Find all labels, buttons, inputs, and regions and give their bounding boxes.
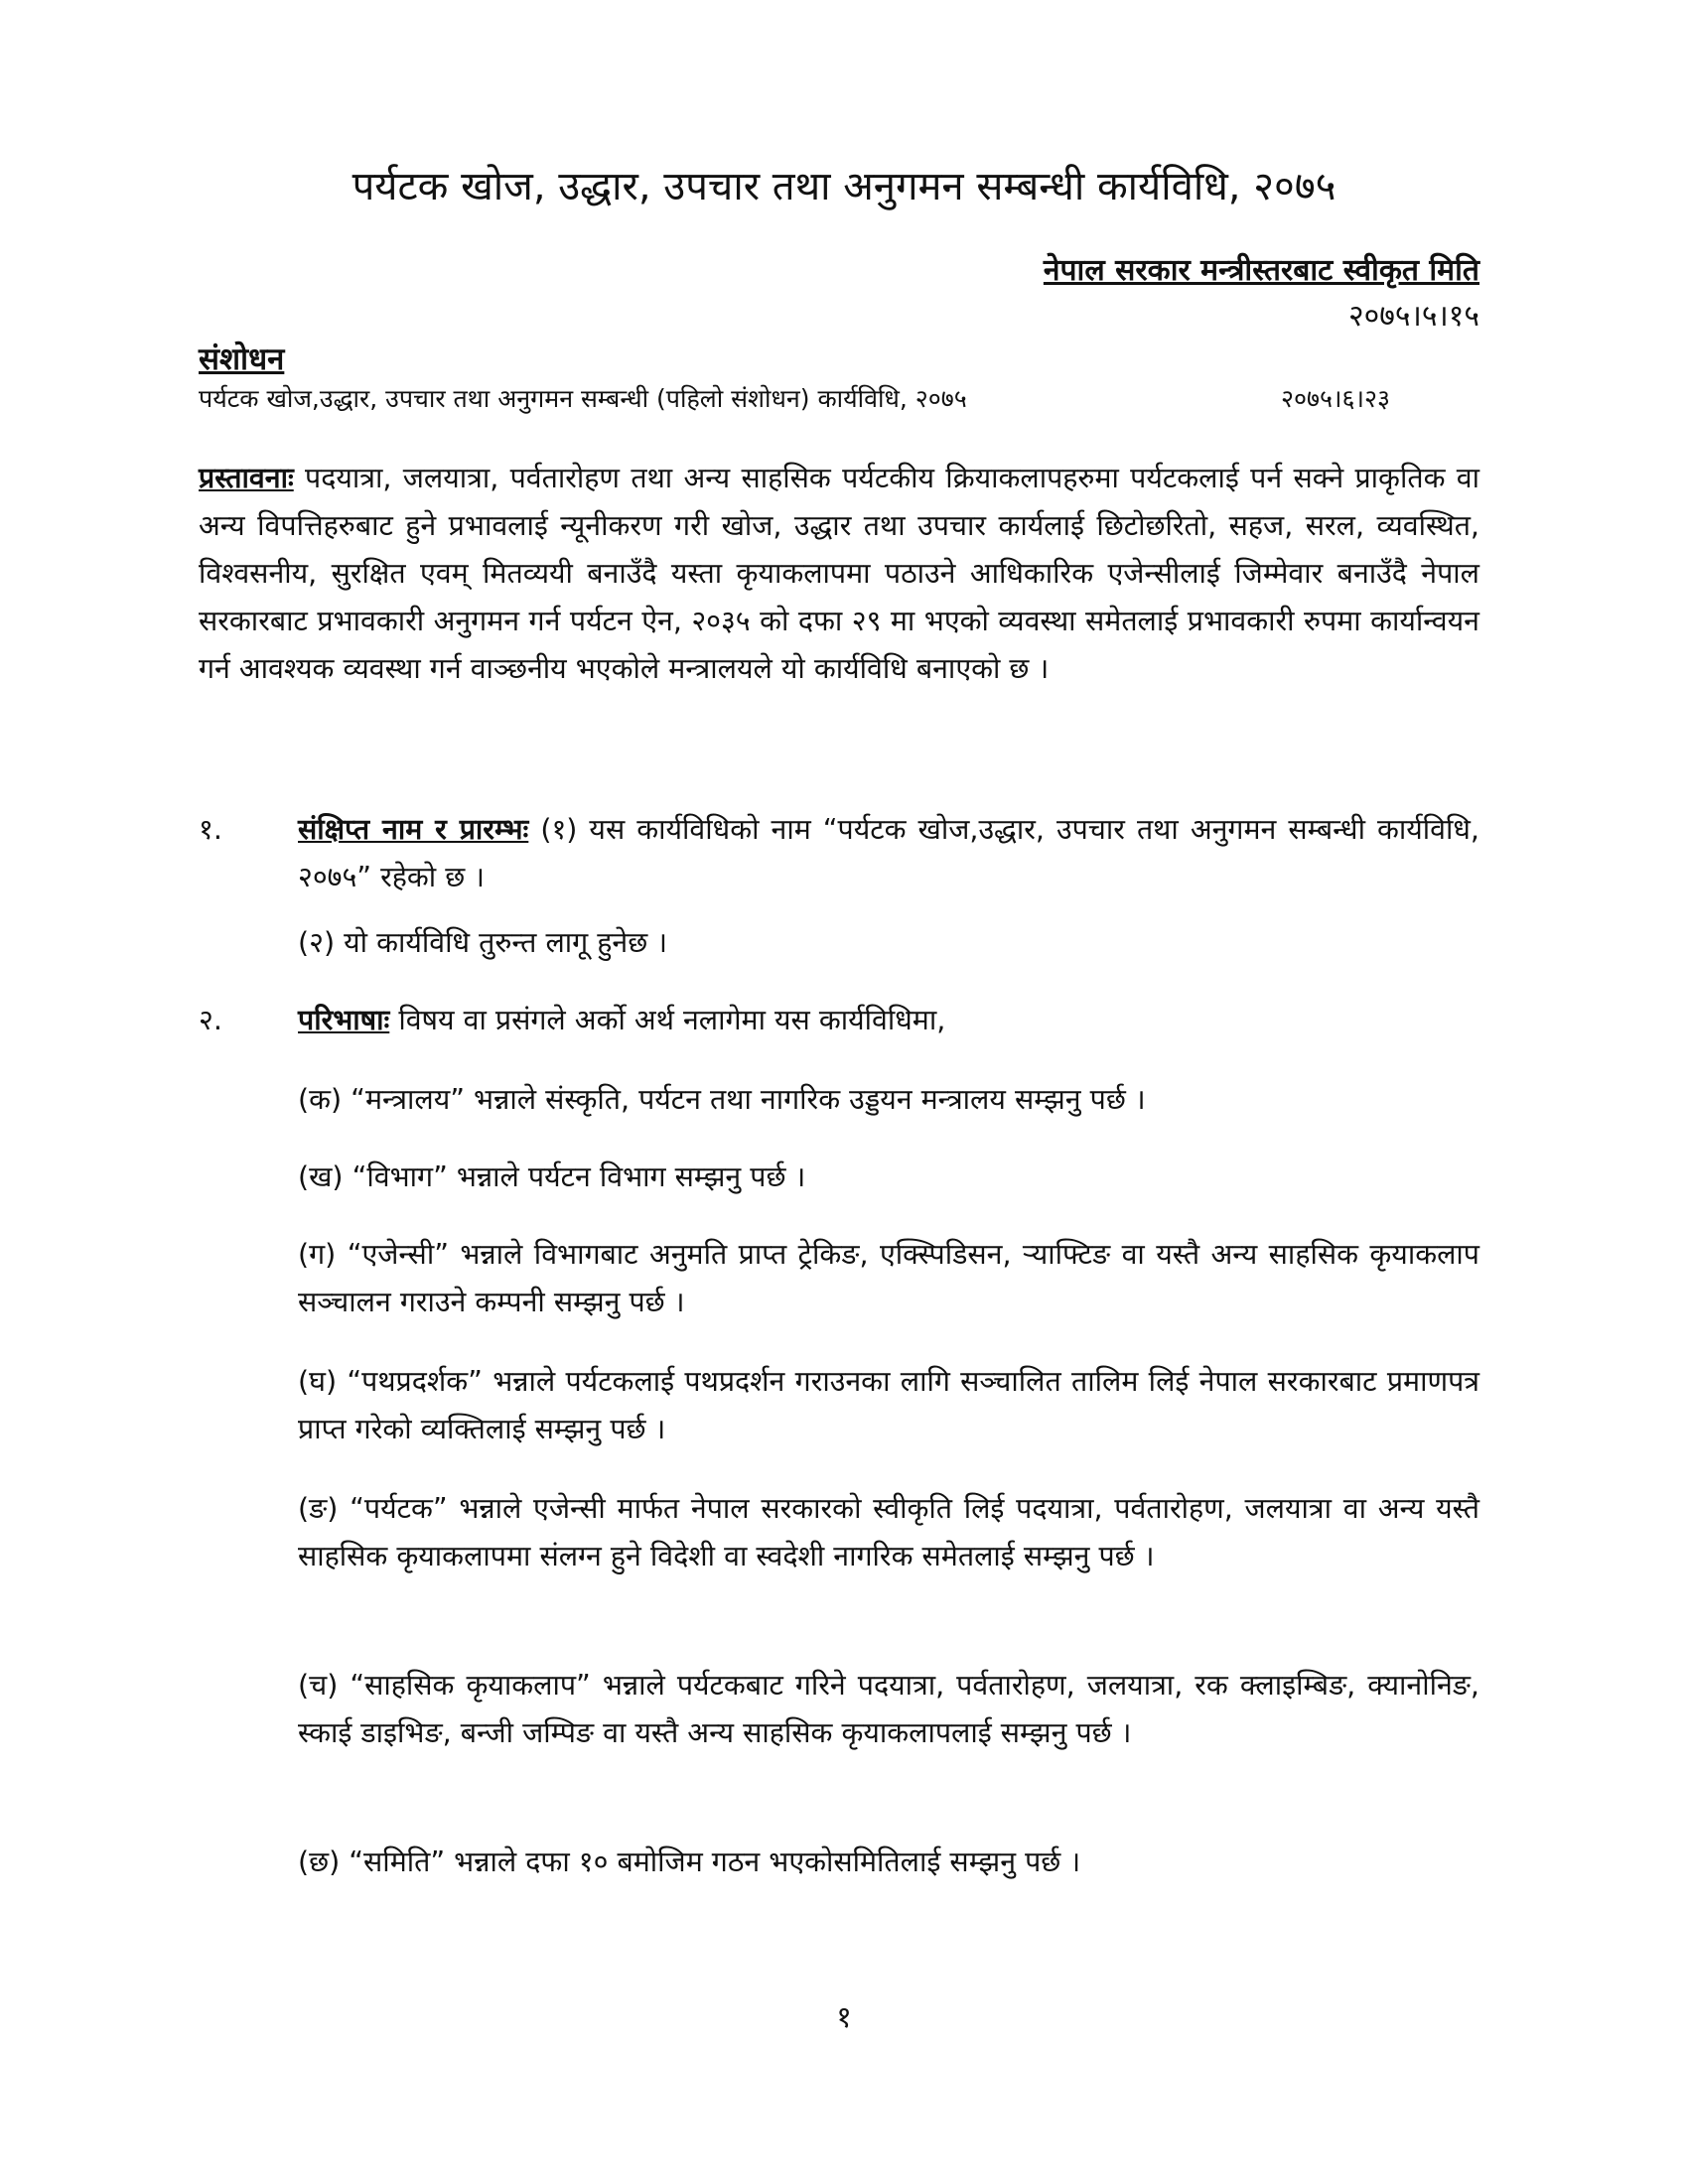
amendment-title: पर्यटक खोज,उद्धार, उपचार तथा अनुगमन सम्बन्धी (पहिलो संशोधन) कार्यविधि, २०७५ [199,384,967,413]
approval-date: २०७५।५।१५ [1348,299,1479,334]
section-heading: परिभाषाः [298,1004,390,1036]
definition-gha: (घ) “पथप्रदर्शक” भन्नाले पर्यटकलाई पथप्रदर्शन गराउनका लागि सञ्चालित तालिम लिई नेपाल सरकारबाट प्रमाणपत्र प्राप्त गरेको व्यक्तिलाई सम्झनु पर्छ । [298,1365,1479,1445]
definition-ga: (ग) “एजेन्सी” भन्नाले विभागबाट अनुमति प्राप्त ट्रेकिङ, एक्स्पिडिसन, ऱ्याफ्टिङ वा यस्तै अन्य साहसिक कृयाकलाप सञ्चालन गराउने कम्पनी सम्झनु पर्छ । [298,1238,1479,1318]
definition-nga: (ङ) “पर्यटक” भन्नाले एजेन्सी मार्फत नेपाल सरकारको स्वीकृति लिई पदयात्रा, पर्वतारोहण, जलयात्रा वा अन्य यस्तै साहसिक कृयाकलापमा संलग्न हुने विदेशी वा स्वदेशी नागरिक समेतलाई सम्झनु पर्छ । [298,1492,1479,1572]
definition-chha: (छ) “समिति” भन्नाले दफा १० बमोजिम गठन भएकोसमितिलाई सम्झनु पर्छ । [298,1845,1081,1878]
section-number: २. [199,1004,222,1036]
section-text: विषय वा प्रसंगले अर्को अर्थ नलागेमा यस कार्यविधिमा, [389,1004,946,1036]
section-text: (१) यस कार्यविधिको नाम “पर्यटक खोज,उद्धार, उपचार तथा अनुगमन सम्बन्धी कार्यविधि, २०७५” रहेको छ । [298,813,1479,893]
definition-cha: (च) “साहसिक कृयाकलाप” भन्नाले पर्यटकबाट गरिने पदयात्रा, पर्वतारोहण, जलयात्रा, रक क्लाइम्बिङ, क्यानोनिङ, स्काई डाइभिङ, बन्जी जम्पिङ वा यस्तै अन्य साहसिक कृयाकलापलाई सम्झनु पर्छ । [298,1669,1479,1749]
section-2 [199,997,1479,1044]
preamble-lead: प्रस्तावनाः [199,462,294,494]
subsection-1-2: (२) यो कार्यविधि तुरुन्त लागू हुनेछ । [298,926,668,959]
section-number: १. [199,813,222,846]
approval-block [1044,248,1479,340]
page-number: १ [836,2000,852,2035]
section-body [298,997,1479,1044]
section-body [298,806,1479,901]
definition-ka: (क) “मन्त्रालय” भन्नाले संस्कृति, पर्यटन तथा नागरिक उड्डयन मन्त्रालय सम्झनु पर्छ । [298,1083,1146,1116]
preamble-paragraph [199,455,1479,693]
document-title: पर्यटक खोज, उद्धार, उपचार तथा अनुगमन सम्बन्धी कार्यविधि, २०७५ [352,164,1336,209]
amendment-heading: संशोधन [199,341,285,377]
definition-kha: (ख) “विभाग” भन्नाले पर्यटन विभाग सम्झनु पर्छ । [298,1160,806,1193]
amendment-date: २०७५।६।२३ [1281,384,1390,413]
preamble-text: पदयात्रा, जलयात्रा, पर्वतारोहण तथा अन्य साहसिक पर्यटकीय क्रियाकलापहरुमा पर्यटकलाई पर्न सक्ने प्राकृतिक वा अन्य विपत्तिहरुबाट हुने प्रभावलाई न्यूनीकरण गरी खोज, उद्धार तथा उपचार कार्यलाई छिटोछरितो, सहज, सरल, व्यवस्थित, विश्वसनीय, सुरक्षित एवम् मितव्ययी बनाउँदै यस्ता कृयाकलापमा पठाउने आधिकारिक एजेन्सीलाई जिम्मेवार बनाउँदै नेपाल सरकारबाट प्रभावकारी अनुगमन गर्न पर्यटन ऐन, २०३५ को दफा २९ मा भएको व्यवस्था समेतलाई प्रभावकारी रुपमा कार्यान्वयन गर्न आवश्यक व्यवस्था गर्न वाञ्छनीय भएकोले मन्त्रालयले यो कार्यविधि बनाएको छ । [199,462,1479,685]
section-heading: संक्षिप्त नाम र प्रारम्भः [298,813,529,846]
section-1 [199,806,1479,901]
approval-label: नेपाल सरकार मन्त्रीस्तरबाट स्वीकृत मिति [1043,253,1479,288]
